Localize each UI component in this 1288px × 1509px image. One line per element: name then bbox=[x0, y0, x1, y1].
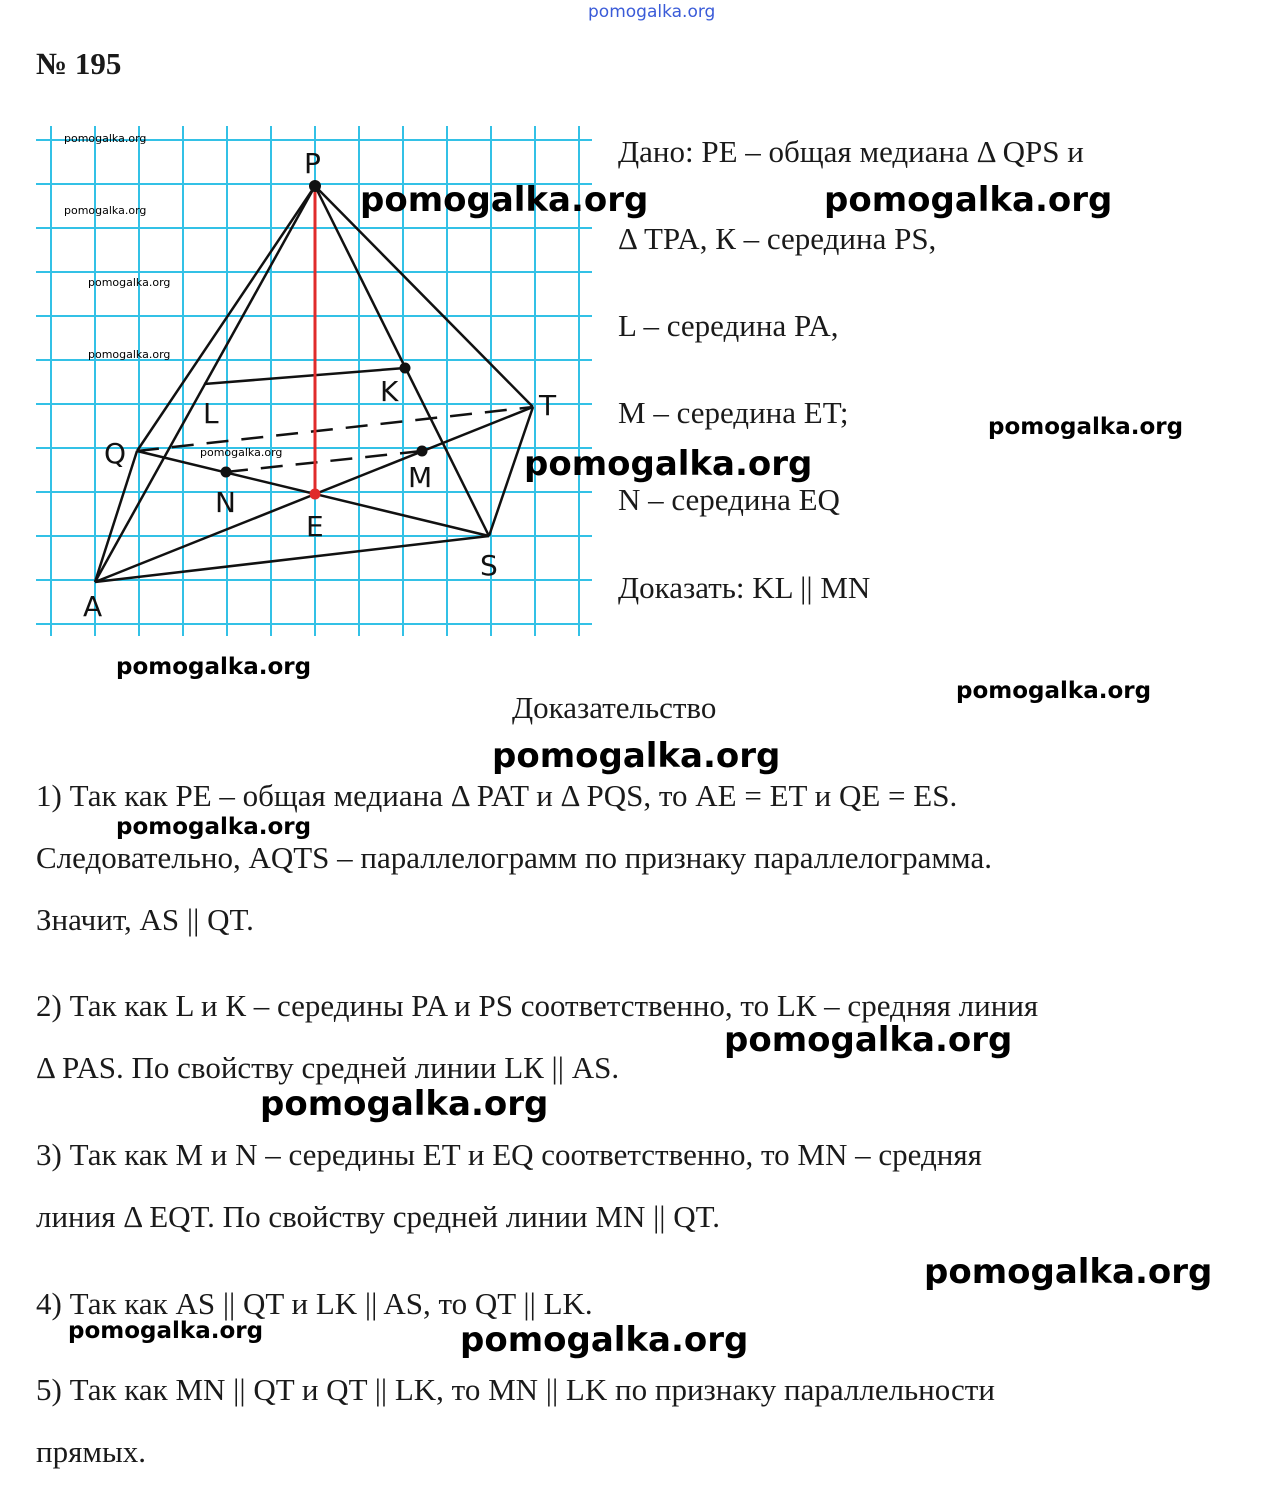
dashed-QT bbox=[137, 407, 533, 451]
point-K bbox=[400, 363, 411, 374]
given-line-5: N – середина EQ bbox=[618, 482, 840, 517]
figure-watermark: pomogalka.org bbox=[64, 204, 147, 217]
label-Q: Q bbox=[104, 437, 127, 470]
proof-step-3-line-1: 3) Так как M и N – середины ET и EQ соответственно, то MN – средняя bbox=[36, 1137, 982, 1172]
watermark: pomogalka.org bbox=[68, 1318, 264, 1344]
watermark: pomogalka.org bbox=[116, 654, 312, 680]
proof-step-5-line-2: прямых. bbox=[36, 1434, 147, 1469]
label-L: L bbox=[203, 397, 219, 430]
proof-step-1-line-2: Следовательно, AQTS – параллелограмм по признаку параллелограмма. bbox=[36, 840, 992, 875]
watermark: pomogalka.org bbox=[492, 736, 781, 776]
label-E: E bbox=[306, 510, 324, 543]
proof-heading: Доказательство bbox=[512, 690, 717, 725]
watermark: pomogalka.org bbox=[360, 180, 649, 220]
proof-step-2-line-2: Δ PAS. По свойству средней линии LК || AS. bbox=[36, 1050, 620, 1085]
task-number: № 195 bbox=[36, 46, 122, 81]
label-T: T bbox=[539, 389, 557, 422]
watermark: pomogalka.org bbox=[724, 1020, 1013, 1060]
watermark: pomogalka.org bbox=[116, 814, 312, 840]
given-line-1: Дано: PE – общая медиана Δ QPS и bbox=[618, 134, 1084, 169]
proof-step-1-line-3: Значит, AS || QT. bbox=[36, 902, 254, 937]
label-S: S bbox=[480, 549, 498, 582]
label-A: A bbox=[83, 590, 103, 623]
proof-step-2-line-1: 2) Так как L и К – середины PA и PS соответственно, то LК – средняя линия bbox=[36, 988, 1039, 1023]
figure-watermark: pomogalka.org bbox=[200, 446, 283, 459]
segment-LK bbox=[204, 368, 405, 384]
figure-watermark: pomogalka.org bbox=[88, 276, 171, 289]
given-line-6: Доказать: KL || MN bbox=[618, 570, 871, 605]
point-N bbox=[221, 467, 232, 478]
watermark: pomogalka.org bbox=[924, 1252, 1213, 1292]
given-line-3: L – середина PA, bbox=[618, 308, 839, 343]
watermark: pomogalka.org bbox=[460, 1320, 749, 1360]
label-P: P bbox=[304, 147, 321, 180]
proof-step-4-line-1: 4) Так как AS || QT и LK || AS, то QT || LK. bbox=[36, 1286, 593, 1321]
given-line-2: Δ TPA, К – середина PS, bbox=[618, 221, 937, 256]
site-url-header[interactable]: pomogalka.org bbox=[588, 2, 716, 22]
label-M: M bbox=[408, 461, 433, 494]
figure-watermark: pomogalka.org bbox=[64, 132, 147, 145]
point-E bbox=[310, 489, 321, 500]
figure-watermark: pomogalka.org bbox=[88, 348, 171, 361]
proof-step-1-line-1: 1) Так как PE – общая медиана Δ PAT и Δ PQS, то AE = ET и QE = ES. bbox=[36, 778, 958, 813]
point-P bbox=[309, 180, 321, 192]
watermark: pomogalka.org bbox=[956, 678, 1152, 704]
proof-step-5-line-1: 5) Так как MN || QT и QT || LK, то MN || LK по признаку параллельности bbox=[36, 1372, 995, 1407]
label-K: K bbox=[380, 375, 399, 408]
proof-step-3-line-2: линия Δ EQT. По свойству средней линии MN || QT. bbox=[36, 1199, 721, 1234]
watermark: pomogalka.org bbox=[524, 444, 813, 484]
watermark: pomogalka.org bbox=[260, 1084, 549, 1124]
given-line-4: M – середина ET; bbox=[618, 395, 849, 430]
watermark: pomogalka.org bbox=[824, 180, 1113, 220]
watermark: pomogalka.org bbox=[988, 414, 1184, 440]
label-N: N bbox=[215, 486, 236, 519]
point-M bbox=[417, 446, 428, 457]
